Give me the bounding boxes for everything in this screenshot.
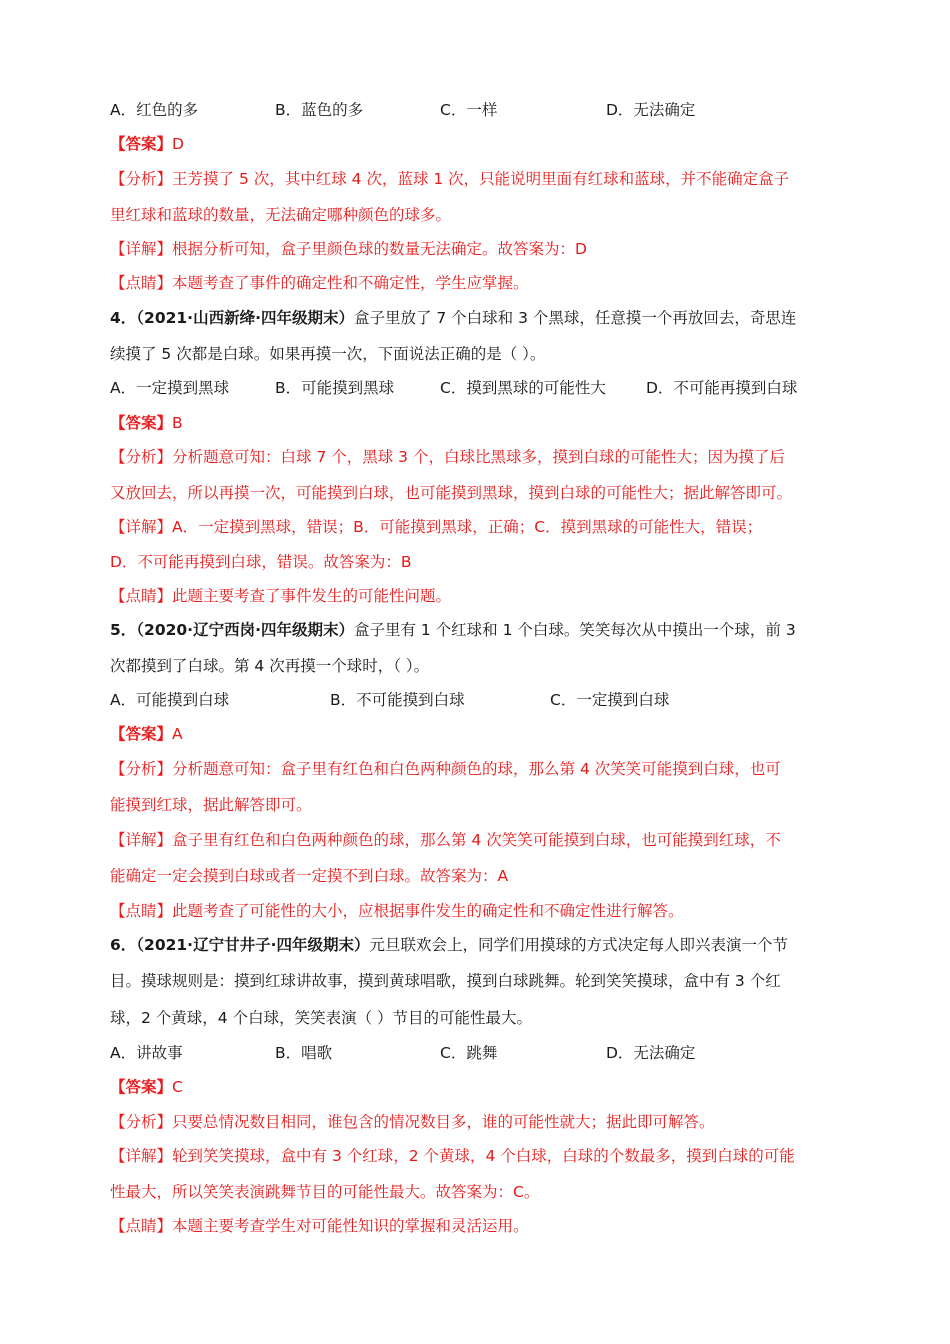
q5-stem-cont: 次都摸到了白球。第 4 次再摸一个球时，（ ）。	[110, 657, 430, 675]
detail-tag: 【详解】	[110, 240, 173, 258]
q6-option-d: D．无法确定	[606, 1044, 696, 1062]
q5-analysis-cont: 能摸到红球，据此解答即可。	[110, 796, 312, 814]
question-text: 盒子里有 1 个红球和 1 个白球。笑笑每次从中摸出一个球，前 3	[353, 621, 796, 639]
question-number: 6．	[110, 936, 137, 954]
q6-comment	[110, 1216, 845, 1236]
analysis-text: 只要总情况数目相同，谁包含的情况数目多，谁的可能性就大；据此即可解答。	[172, 1113, 715, 1131]
q3-analysis	[110, 169, 845, 189]
q6-analysis	[110, 1112, 845, 1132]
detail-text: A．一定摸到黑球，错误；B．可能摸到黑球，正确；C．摸到黑球的可能性大，错误；	[172, 518, 763, 536]
analysis-tag: 【分析】	[110, 1113, 173, 1131]
detail-text: 根据分析可知，盒子里颜色球的数量无法确定。故答案为：D	[172, 240, 587, 258]
detail-tag: 【详解】	[110, 518, 173, 536]
q5-option-b: B．不可能摸到白球	[330, 691, 465, 709]
comment-text: 此题主要考查了事件发生的可能性问题。	[172, 587, 452, 605]
comment-tag: 【点睛】	[110, 587, 173, 605]
q4-analysis	[110, 447, 845, 467]
q3-answer	[110, 134, 845, 154]
q4-option-c: C．摸到黑球的可能性大	[440, 379, 606, 397]
q3-option-a: A．红色的多	[110, 101, 199, 119]
q5-analysis	[110, 759, 845, 779]
q4-analysis-cont: 又放回去，所以再摸一次，可能摸到白球，也可能摸到黑球，摸到白球的可能性大；据此解答即可。	[110, 484, 793, 502]
q4-option-b: B．可能摸到黑球	[275, 379, 395, 397]
q6-option-b: B．唱歌	[275, 1044, 333, 1062]
q4-stem	[110, 308, 845, 328]
answer-tag: 【答案】	[110, 725, 173, 743]
q4-stem-cont: 续摸了 5 次都是白球。如果再摸一次，下面说法正确的是（ ）。	[110, 345, 546, 363]
detail-text: 轮到笑笑摸球，盒中有 3 个红球，2 个黄球，4 个白球，白球的个数最多，摸到白球的可能	[172, 1147, 795, 1165]
comment-text: 本题主要考查学生对可能性知识的掌握和灵活运用。	[172, 1217, 529, 1235]
q4-detail-cont: D．不可能再摸到白球，错误。故答案为：B	[110, 553, 412, 571]
q5-detail	[110, 830, 845, 850]
q3-option-c: C．一样	[440, 101, 498, 119]
answer-value: D	[172, 135, 184, 153]
comment-tag: 【点睛】	[110, 1217, 173, 1235]
analysis-tag: 【分析】	[110, 170, 173, 188]
analysis-text: 分析题意可知：白球 7 个，黑球 3 个，白球比黑球多，摸到白球的可能性大；因为摸了后	[172, 448, 785, 466]
question-source: （2020·辽宁西岗·四年级期末）	[136, 621, 354, 639]
q4-option-d: D．不可能再摸到白球	[646, 379, 798, 397]
q4-option-a: A．一定摸到黑球	[110, 379, 230, 397]
comment-tag: 【点睛】	[110, 902, 173, 920]
detail-tag: 【详解】	[110, 1147, 173, 1165]
detail-tag: 【详解】	[110, 831, 173, 849]
q6-stem-cont2: 球，2 个黄球，4 个白球，笑笑表演（ ）节目的可能性最大。	[110, 1009, 533, 1027]
q6-stem-cont: 目。摸球规则是：摸到红球讲故事，摸到黄球唱歌，摸到白球跳舞。轮到笑笑摸球，盒中有 3 个红	[110, 972, 781, 990]
q4-comment	[110, 586, 845, 606]
answer-tag: 【答案】	[110, 414, 173, 432]
analysis-text: 王芳摸了 5 次，其中红球 4 次，蓝球 1 次，只能说明里面有红球和蓝球，并不能确定盒子	[172, 170, 790, 188]
comment-text: 本题考查了事件的确定性和不确定性，学生应掌握。	[172, 274, 529, 292]
q6-detail	[110, 1146, 845, 1166]
q5-option-c: C．一定摸到白球	[550, 691, 670, 709]
q6-stem	[110, 935, 845, 955]
q3-analysis-cont: 里红球和蓝球的数量，无法确定哪种颜色的球多。	[110, 206, 452, 224]
question-text: 盒子里放了 7 个白球和 3 个黑球，任意摸一个再放回去，奇思连	[353, 309, 797, 327]
answer-tag: 【答案】	[110, 135, 173, 153]
q5-comment	[110, 901, 845, 921]
question-source: （2021·山西新绛·四年级期末）	[136, 309, 354, 327]
q3-option-b: B．蓝色的多	[275, 101, 364, 119]
comment-text: 此题考查了可能性的大小，应根据事件发生的确定性和不确定性进行解答。	[172, 902, 684, 920]
analysis-text: 分析题意可知：盒子里有红色和白色两种颜色的球，那么第 4 次笑笑可能摸到白球，也可	[172, 760, 781, 778]
q4-detail	[110, 517, 845, 537]
q3-detail	[110, 239, 845, 259]
q5-stem	[110, 620, 845, 640]
q6-option-c: C．跳舞	[440, 1044, 498, 1062]
answer-value: A	[172, 725, 183, 743]
q5-answer	[110, 724, 845, 744]
answer-value: C	[172, 1078, 183, 1096]
answer-tag: 【答案】	[110, 1078, 173, 1096]
comment-tag: 【点睛】	[110, 274, 173, 292]
question-text: 元旦联欢会上，同学们用摸球的方式决定每人即兴表演一个节	[369, 936, 788, 954]
q5-detail-cont: 能确定一定会摸到白球或者一定摸不到白球。故答案为：A	[110, 867, 509, 885]
question-number: 5．	[110, 621, 137, 639]
q6-option-a: A．讲故事	[110, 1044, 183, 1062]
q3-comment	[110, 273, 845, 293]
q4-answer	[110, 413, 845, 433]
analysis-tag: 【分析】	[110, 448, 173, 466]
q3-option-d: D．无法确定	[606, 101, 696, 119]
answer-value: B	[172, 414, 183, 432]
detail-text: 盒子里有红色和白色两种颜色的球，那么第 4 次笑笑可能摸到白球，也可能摸到红球，不	[172, 831, 781, 849]
q5-option-a: A．可能摸到白球	[110, 691, 230, 709]
question-source: （2021·辽宁甘井子·四年级期末）	[136, 936, 370, 954]
analysis-tag: 【分析】	[110, 760, 173, 778]
q6-answer	[110, 1077, 845, 1097]
q6-detail-cont: 性最大，所以笑笑表演跳舞节目的可能性最大。故答案为：C。	[110, 1183, 540, 1201]
question-number: 4．	[110, 309, 137, 327]
